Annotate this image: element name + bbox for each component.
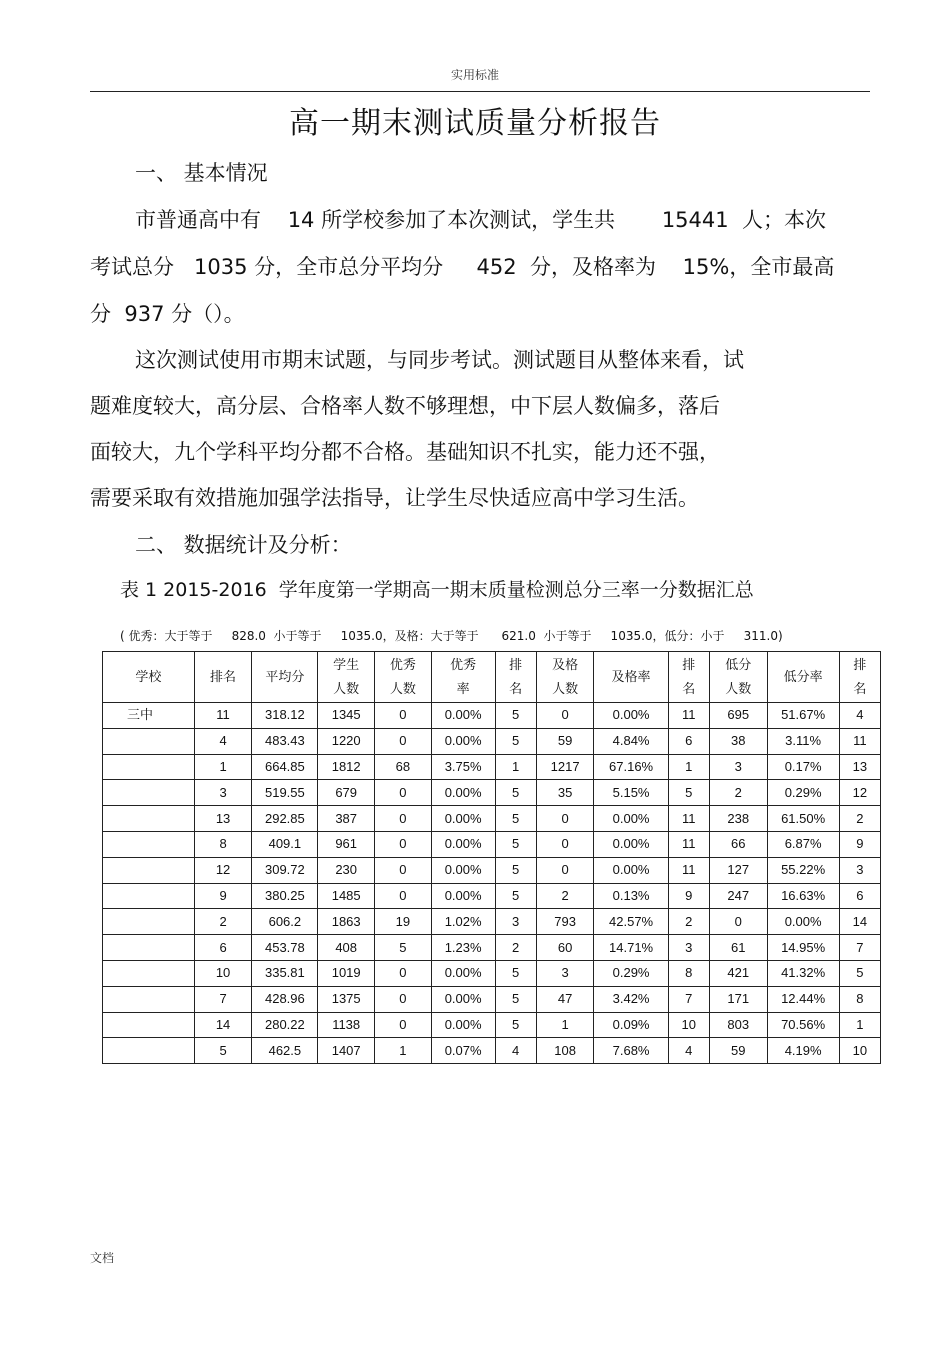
section-heading-basic-info: 一、 基本情况 xyxy=(135,161,268,185)
table-cell: 3 xyxy=(495,909,536,935)
table-cell: 1407 xyxy=(318,1038,375,1064)
school-cell xyxy=(103,780,195,806)
table-cell: 1019 xyxy=(318,960,375,986)
table-cell: 0.29% xyxy=(767,780,839,806)
table-cell: 0.00% xyxy=(767,909,839,935)
table-row xyxy=(103,831,881,857)
table-cell: 5 xyxy=(495,1012,536,1038)
table-cell: 0.00% xyxy=(594,857,668,883)
paragraph-line: 考试总分 1035 分，全市总分平均分 452 分，及格率为 15%，全市最高 xyxy=(90,255,835,279)
column-header: 低分 人数 xyxy=(709,652,767,703)
table-cell: 3.75% xyxy=(431,754,495,780)
paragraph-line: 需要采取有效措施加强学法指导，让学生尽快适应高中学习生活。 xyxy=(90,486,699,510)
table-cell: 171 xyxy=(709,986,767,1012)
table-cell: 16.63% xyxy=(767,883,839,909)
table-cell: 606.2 xyxy=(252,909,318,935)
school-cell xyxy=(103,857,195,883)
column-header: 低分率 xyxy=(767,652,839,703)
table-cell: 1 xyxy=(839,1012,880,1038)
school-cell xyxy=(103,935,195,961)
document-title: 高一期末测试质量分析报告 xyxy=(289,106,661,141)
table-cell: 0.13% xyxy=(594,883,668,909)
table-cell: 10 xyxy=(194,960,252,986)
table-row xyxy=(103,960,881,986)
table-cell: 66 xyxy=(709,831,767,857)
table-cell: 0 xyxy=(375,806,432,832)
table-row xyxy=(103,1012,881,1038)
table-cell: 0 xyxy=(536,831,594,857)
table-cell: 7.68% xyxy=(594,1038,668,1064)
table-cell: 0 xyxy=(709,909,767,935)
table-cell: 4 xyxy=(839,703,880,729)
column-header: 排 名 xyxy=(839,652,880,703)
table-cell: 2 xyxy=(536,883,594,909)
table-row xyxy=(103,857,881,883)
table-cell: 7 xyxy=(839,935,880,961)
table-cell: 679 xyxy=(318,780,375,806)
table-cell: 0 xyxy=(375,986,432,1012)
table-cell: 335.81 xyxy=(252,960,318,986)
page-footer: 文档 xyxy=(90,1251,115,1265)
school-cell xyxy=(103,883,195,909)
table-cell: 11 xyxy=(194,703,252,729)
table-cell: 5 xyxy=(495,728,536,754)
table-cell: 247 xyxy=(709,883,767,909)
table-cell: 5 xyxy=(839,960,880,986)
school-cell xyxy=(103,1038,195,1064)
table-cell: 35 xyxy=(536,780,594,806)
column-header: 优秀 人数 xyxy=(375,652,432,703)
table-cell: 11 xyxy=(668,806,709,832)
table-row xyxy=(103,1038,881,1064)
table-cell: 6 xyxy=(839,883,880,909)
table-cell: 5 xyxy=(495,703,536,729)
table-row xyxy=(103,728,881,754)
table-cell: 70.56% xyxy=(767,1012,839,1038)
table-cell: 292.85 xyxy=(252,806,318,832)
table-cell: 13 xyxy=(194,806,252,832)
table-cell: 14 xyxy=(194,1012,252,1038)
table-cell: 4.84% xyxy=(594,728,668,754)
column-header: 排 名 xyxy=(668,652,709,703)
table-cell: 1 xyxy=(375,1038,432,1064)
table-cell: 1345 xyxy=(318,703,375,729)
table-cell: 1812 xyxy=(318,754,375,780)
table-cell: 47 xyxy=(536,986,594,1012)
table-cell: 1220 xyxy=(318,728,375,754)
school-cell xyxy=(103,806,195,832)
table-cell: 421 xyxy=(709,960,767,986)
table-cell: 12.44% xyxy=(767,986,839,1012)
table-cell: 0.00% xyxy=(594,831,668,857)
table-cell: 10 xyxy=(839,1038,880,1064)
column-header: 学校 xyxy=(103,652,195,703)
table-cell: 11 xyxy=(668,703,709,729)
table-cell: 961 xyxy=(318,831,375,857)
paragraph-line: 分 937 分（）。 xyxy=(90,302,245,326)
table-cell: 1.23% xyxy=(431,935,495,961)
table-cell: 1 xyxy=(536,1012,594,1038)
table-cell: 0.00% xyxy=(431,806,495,832)
table-cell: 3 xyxy=(194,780,252,806)
table-cell: 5 xyxy=(495,806,536,832)
table-cell: 67.16% xyxy=(594,754,668,780)
table-cell: 0 xyxy=(375,780,432,806)
table-cell: 3.11% xyxy=(767,728,839,754)
table-cell: 4 xyxy=(495,1038,536,1064)
table-cell: 0.00% xyxy=(431,986,495,1012)
table-cell: 409.1 xyxy=(252,831,318,857)
table-cell: 7 xyxy=(194,986,252,1012)
table-header-row xyxy=(103,652,881,703)
table-cell: 0 xyxy=(375,831,432,857)
table-cell: 0 xyxy=(375,703,432,729)
table-cell: 60 xyxy=(536,935,594,961)
table-cell: 5 xyxy=(495,883,536,909)
table-cell: 387 xyxy=(318,806,375,832)
table-row xyxy=(103,806,881,832)
column-header: 学生 人数 xyxy=(318,652,375,703)
table-row xyxy=(103,935,881,961)
table-cell: 19 xyxy=(375,909,432,935)
table-cell: 0.00% xyxy=(431,1012,495,1038)
table-cell: 0.00% xyxy=(594,806,668,832)
section-heading-data-analysis: 二、 数据统计及分析： xyxy=(135,533,352,557)
table-cell: 1217 xyxy=(536,754,594,780)
table-cell: 2 xyxy=(194,909,252,935)
table-cell: 51.67% xyxy=(767,703,839,729)
table-cell: 0.00% xyxy=(431,960,495,986)
table-cell: 1.02% xyxy=(431,909,495,935)
paragraph-line: 题难度较大，高分层、合格率人数不够理想，中下层人数偏多，落后 xyxy=(90,394,720,418)
table-cell: 483.43 xyxy=(252,728,318,754)
table-cell: 8 xyxy=(839,986,880,1012)
school-cell: 三中 xyxy=(103,703,195,729)
table-cell: 12 xyxy=(839,780,880,806)
table-cell: 2 xyxy=(839,806,880,832)
table-cell: 59 xyxy=(709,1038,767,1064)
table-cell: 309.72 xyxy=(252,857,318,883)
table-cell: 0.00% xyxy=(431,857,495,883)
table-cell: 0 xyxy=(536,806,594,832)
table-cell: 11 xyxy=(668,831,709,857)
table-cell: 0 xyxy=(375,960,432,986)
table-cell: 803 xyxy=(709,1012,767,1038)
table-cell: 13 xyxy=(839,754,880,780)
paragraph-line: 面较大，九个学科平均分都不合格。基础知识不扎实，能力还不强， xyxy=(90,440,720,464)
paragraph-line: 市普通高中有 14 所学校参加了本次测试，学生共 15441 人；本次 xyxy=(135,208,826,232)
table-cell: 5 xyxy=(375,935,432,961)
table-body xyxy=(103,703,881,1064)
table-cell: 0.00% xyxy=(431,780,495,806)
table-cell: 5 xyxy=(668,780,709,806)
table-cell: 4 xyxy=(668,1038,709,1064)
table-cell: 42.57% xyxy=(594,909,668,935)
table-cell: 0.17% xyxy=(767,754,839,780)
table-cell: 1863 xyxy=(318,909,375,935)
table-cell: 68 xyxy=(375,754,432,780)
table-cell: 5 xyxy=(194,1038,252,1064)
table-cell: 14 xyxy=(839,909,880,935)
column-header: 优秀 率 xyxy=(431,652,495,703)
table-cell: 1375 xyxy=(318,986,375,1012)
table-cell: 280.22 xyxy=(252,1012,318,1038)
school-cell xyxy=(103,1012,195,1038)
column-header: 及格 人数 xyxy=(536,652,594,703)
table-cell: 408 xyxy=(318,935,375,961)
table-cell: 1 xyxy=(668,754,709,780)
table-cell: 0 xyxy=(375,1012,432,1038)
table-cell: 61.50% xyxy=(767,806,839,832)
table-cell: 4 xyxy=(194,728,252,754)
table-cell: 0.00% xyxy=(431,831,495,857)
table-cell: 5 xyxy=(495,857,536,883)
table-cell: 12 xyxy=(194,857,252,883)
table-cell: 14.71% xyxy=(594,935,668,961)
table-cell: 0.09% xyxy=(594,1012,668,1038)
table-cell: 1 xyxy=(194,754,252,780)
table-cell: 462.5 xyxy=(252,1038,318,1064)
school-cell xyxy=(103,754,195,780)
table-cell: 380.25 xyxy=(252,883,318,909)
table-cell: 127 xyxy=(709,857,767,883)
column-header: 及格率 xyxy=(594,652,668,703)
table-cell: 318.12 xyxy=(252,703,318,729)
table-cell: 1 xyxy=(495,754,536,780)
page-header: 实用标准 xyxy=(450,68,499,82)
table-cell: 9 xyxy=(194,883,252,909)
header-divider xyxy=(90,91,870,92)
table-cell: 793 xyxy=(536,909,594,935)
table-cell: 5 xyxy=(495,960,536,986)
table-cell: 0.29% xyxy=(594,960,668,986)
table-cell: 238 xyxy=(709,806,767,832)
table-cell: 8 xyxy=(194,831,252,857)
table-cell: 5 xyxy=(495,986,536,1012)
table-cell: 3 xyxy=(709,754,767,780)
table-cell: 6.87% xyxy=(767,831,839,857)
table-row xyxy=(103,986,881,1012)
table-cell: 5 xyxy=(495,780,536,806)
table-cell: 9 xyxy=(668,883,709,909)
table-cell: 0.00% xyxy=(431,703,495,729)
table-cell: 61 xyxy=(709,935,767,961)
column-header: 平均分 xyxy=(252,652,318,703)
table-cell: 7 xyxy=(668,986,709,1012)
paragraph-line: 这次测试使用市期末试题，与同步考试。测试题目从整体来看，试 xyxy=(135,348,744,372)
table-cell: 519.55 xyxy=(252,780,318,806)
table-row xyxy=(103,754,881,780)
table-cell: 0.07% xyxy=(431,1038,495,1064)
school-cell xyxy=(103,831,195,857)
school-cell xyxy=(103,986,195,1012)
table-note: ( 优秀：大于等于 828.0 小于等于 1035.0，及格：大于等于 621.0 小于等于 1035.0，低分：小于 311.0) xyxy=(120,629,783,643)
table-cell: 10 xyxy=(668,1012,709,1038)
score-summary-table xyxy=(102,651,881,1064)
table-cell: 0 xyxy=(536,703,594,729)
table-cell: 41.32% xyxy=(767,960,839,986)
school-cell xyxy=(103,728,195,754)
school-cell xyxy=(103,909,195,935)
column-header: 排 名 xyxy=(495,652,536,703)
table-cell: 8 xyxy=(668,960,709,986)
table-row xyxy=(103,780,881,806)
table-cell: 2 xyxy=(709,780,767,806)
table-cell: 1138 xyxy=(318,1012,375,1038)
table-cell: 453.78 xyxy=(252,935,318,961)
table-cell: 9 xyxy=(839,831,880,857)
table-row xyxy=(103,703,881,729)
table-cell: 664.85 xyxy=(252,754,318,780)
table-cell: 14.95% xyxy=(767,935,839,961)
table-cell: 0 xyxy=(375,883,432,909)
table-cell: 11 xyxy=(839,728,880,754)
table-cell: 2 xyxy=(495,935,536,961)
table-cell: 2 xyxy=(668,909,709,935)
table-cell: 6 xyxy=(668,728,709,754)
table-cell: 55.22% xyxy=(767,857,839,883)
table-cell: 6 xyxy=(194,935,252,961)
table-cell: 230 xyxy=(318,857,375,883)
table-row xyxy=(103,909,881,935)
table-cell: 3 xyxy=(839,857,880,883)
column-header: 排名 xyxy=(194,652,252,703)
table-cell: 0 xyxy=(375,728,432,754)
table-cell: 108 xyxy=(536,1038,594,1064)
table-cell: 5 xyxy=(495,831,536,857)
table-row xyxy=(103,883,881,909)
table-cell: 59 xyxy=(536,728,594,754)
table-cell: 38 xyxy=(709,728,767,754)
table-cell: 0 xyxy=(375,857,432,883)
table-cell: 0.00% xyxy=(594,703,668,729)
table-cell: 3 xyxy=(668,935,709,961)
table-cell: 3 xyxy=(536,960,594,986)
table-cell: 0.00% xyxy=(431,883,495,909)
school-cell xyxy=(103,960,195,986)
table-cell: 4.19% xyxy=(767,1038,839,1064)
table-cell: 0.00% xyxy=(431,728,495,754)
table-cell: 11 xyxy=(668,857,709,883)
table-cell: 695 xyxy=(709,703,767,729)
table-caption: 表 1 2015-2016 学年度第一学期高一期末质量检测总分三率一分数据汇总 xyxy=(120,579,754,601)
table-cell: 0 xyxy=(536,857,594,883)
table-cell: 428.96 xyxy=(252,986,318,1012)
table-cell: 5.15% xyxy=(594,780,668,806)
table-cell: 1485 xyxy=(318,883,375,909)
table-cell: 3.42% xyxy=(594,986,668,1012)
